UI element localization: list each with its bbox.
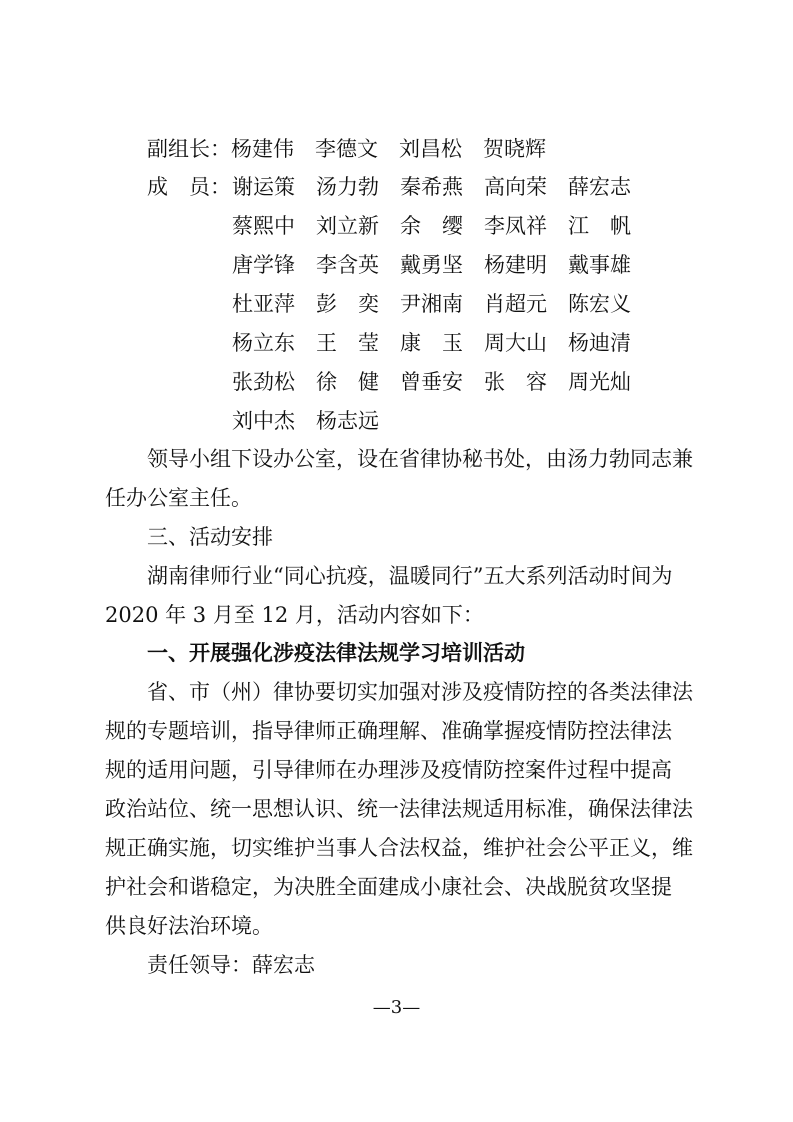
intro-paragraph-line: 2020 年 3 月至 12 月，活动内容如下： <box>105 603 484 627</box>
activity-paragraph-line: 规正确实施，切实维护当事人合法权益，维护社会公平正义，维 <box>105 836 693 860</box>
activity-paragraph-line: 规的专题培训，指导律师正确理解、准确掌握疫情防控法律法 <box>105 719 672 743</box>
activity-paragraph-line: 省、市（州）律协要切实加强对涉及疫情防控的各类法律法 <box>147 680 693 704</box>
vice-leader-names: 杨建伟 李德文 刘昌松 贺晓辉 <box>231 137 546 161</box>
member-row: 杨立东 王 莹 康 玉 周大山 杨迪清 <box>232 331 631 355</box>
activity-paragraph-line: 政治站位、统一思想认识、统一法律法规适用标准，确保法律法 <box>105 797 693 821</box>
member-label: 成 员： <box>147 175 231 199</box>
vice-leader-label: 副组长： <box>147 137 231 161</box>
activity-paragraph-line: 护社会和谐稳定，为决胜全面建成小康社会、决战脱贫攻坚提 <box>105 875 672 899</box>
responsible-leader-line: 责任领导：薛宏志 <box>147 953 315 977</box>
member-row: 张劲松 徐 健 曾垂安 张 容 周光灿 <box>232 370 631 394</box>
office-paragraph-line: 领导小组下设办公室，设在省律协秘书处，由汤力勃同志兼 <box>147 447 693 471</box>
intro-paragraph-line: 湖南律师行业“同心抗疫，温暖同行”五大系列活动时间为 <box>147 564 673 588</box>
activity-paragraph-line: 供良好法治环境。 <box>105 914 273 938</box>
page-number: —3— <box>372 997 421 1018</box>
office-paragraph-line: 任办公室主任。 <box>105 486 252 510</box>
member-row: 杜亚萍 彭 奕 尹湘南 肖超元 陈宏义 <box>232 292 631 316</box>
member-row: 唐学锋 李含英 戴勇坚 杨建明 戴事雄 <box>232 253 631 277</box>
vice-leaders-line <box>147 134 546 164</box>
activity-heading: 一、开展强化涉疫法律法规学习培训活动 <box>147 640 525 665</box>
member-row: 刘中杰 杨志远 <box>232 409 379 433</box>
member-row: 蔡熙中 刘立新 余 缨 李凤祥 江 帆 <box>232 214 631 238</box>
section-heading: 三、活动安排 <box>147 525 273 549</box>
activity-paragraph-line: 规的适用问题，引导律师在办理涉及疫情防控案件过程中提高 <box>105 758 672 782</box>
members-first-line <box>147 172 231 202</box>
member-row: 谢运策 汤力勃 秦希燕 高向荣 薛宏志 <box>232 175 631 199</box>
